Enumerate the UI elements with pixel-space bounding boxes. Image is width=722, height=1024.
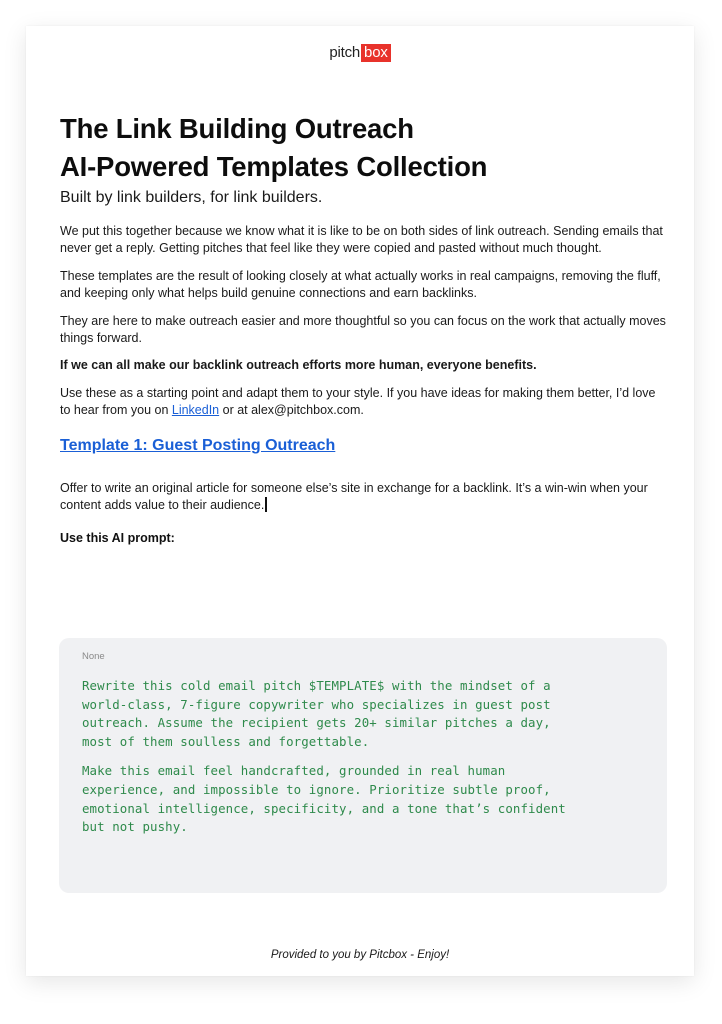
title-line-2: AI-Powered Templates Collection: [60, 151, 488, 182]
template-1-heading-link[interactable]: Template 1: Guest Posting Outreach: [60, 436, 336, 454]
prompt-label: Use this AI prompt:: [60, 531, 175, 546]
ai-prompt-code-block[interactable]: [59, 638, 667, 893]
template-description-text: Offer to write an original article for someone else’s site in exchange for a backlink. It’s a win-win when your content adds value to their audience.: [60, 480, 648, 513]
document-page: [26, 26, 694, 976]
document-subtitle: Built by link builders, for link builders.: [60, 189, 323, 206]
document-title: [60, 110, 668, 186]
code-paragraph-2: Make this email feel handcrafted, grounded in real human experience, and impossible to ignore. Prioritize subtle proof, emotional intelligence, specificity, and a tone that’s confident but not pushy.: [82, 763, 566, 835]
logo-text-pitch: pitch: [329, 44, 361, 61]
code-paragraph-1: Rewrite this cold email pitch $TEMPLATE$ with the mindset of a world-class, 7-figure copywriter who specializes in guest post outreach. Assume the recipient gets 20+ similar pitches a day, most of them soulless and forgettable.: [82, 678, 551, 749]
contact-text-after: or at alex@pitchbox.com.: [219, 403, 364, 418]
code-language-label: None: [82, 651, 105, 662]
intro-paragraph-2: These templates are the result of looking closely at what actually works in real campaigns, removing the fluff, and keeping only what helps build genuine connections and earn backlinks.: [60, 268, 661, 301]
intro-paragraph-3: They are here to make outreach easier and more thoughtful so you can focus on the work that actually moves things forward.: [60, 313, 666, 346]
contact-paragraph: [60, 385, 668, 420]
linkedin-link[interactable]: LinkedIn: [171, 403, 220, 418]
contact-text-before: Use these as a starting point and adapt them to your style. If you have ideas for making them better, I’d love to hear from you on: [60, 385, 656, 418]
template-description[interactable]: [60, 480, 668, 515]
document-content: [60, 110, 668, 547]
document-footer: Provided to you by Pitcbox - Enjoy!: [270, 949, 450, 961]
title-line-1: The Link Building Outreach: [60, 113, 414, 144]
text-cursor: [265, 497, 267, 512]
bold-statement: If we can all make our backlink outreach efforts more human, everyone benefits.: [60, 358, 537, 373]
pitchbox-logo: [26, 44, 694, 61]
intro-paragraph-1: We put this together because we know what it is like to be on both sides of link outreach. Sending emails that never get a reply. Getting pitches that feel like they were copied and pasted without much thought.: [60, 224, 663, 256]
logo-text-box: box: [361, 44, 391, 62]
